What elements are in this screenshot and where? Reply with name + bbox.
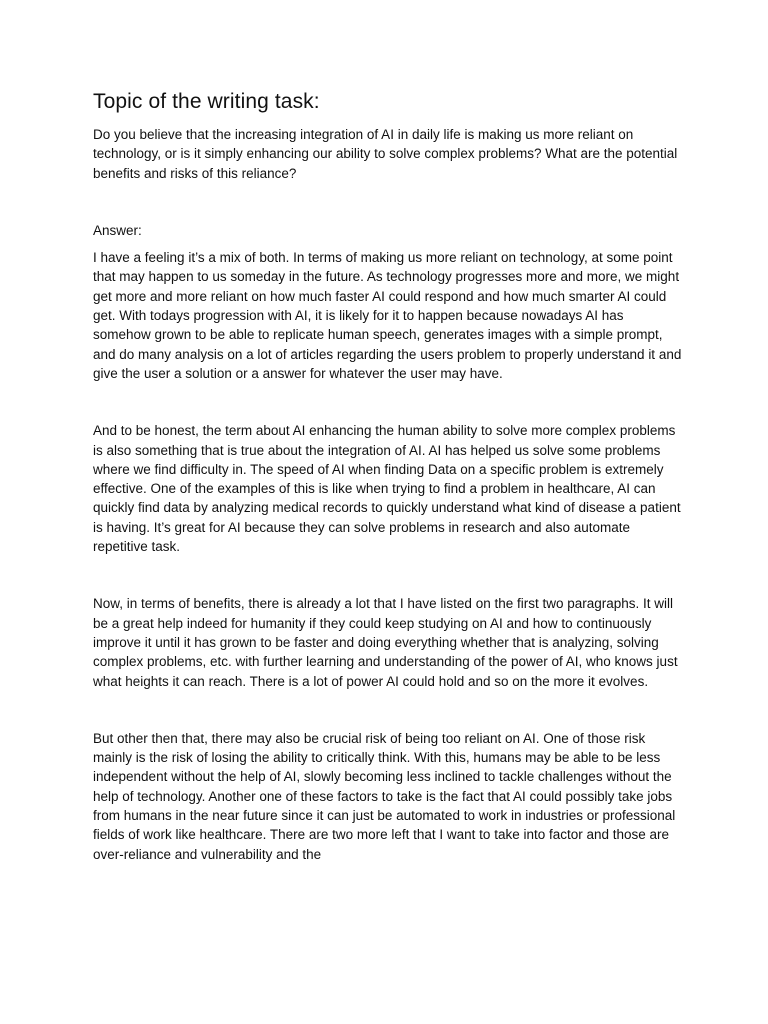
answer-paragraph-4: But other then that, there may also be crucial risk of being too reliant on AI. One of those risk mainly is the risk of losing the ability to critically think. With this, humans may be able to be less independent without the help of AI, slowly becoming less inclined to tackle challenges without the help of technology. Another one of these factors to take is the fact that AI could possibly take jobs from humans in the near future since it can just be automated to work in industries or professional fields of work like healthcare. There are two more left that I want to take into factor and those are over-reliance and vulnerability and the bbox=[93, 730, 676, 862]
document-title: Topic of the writing task: bbox=[93, 90, 320, 113]
answer-paragraph-3: Now, in terms of benefits, there is already a lot that I have listed on the first two paragraphs. It will be a great help indeed for humanity if they could keep studying on AI and how to continuously improve it until it has grown to be faster and doing everything whether that is analyzing, solving complex problems, etc. with further learning and understanding of the power of AI, who knows just what heights it can reach. There is a lot of power AI could hold and so on the more it evolves. bbox=[93, 596, 678, 689]
answer-paragraph-2: And to be honest, the term about AI enhancing the human ability to solve more complex problems is also something that is true about the integration of AI. AI has helped us solve some problems where we find difficulty in. The speed of AI when finding Data on a specific problem is extremely effective. One of the examples of this is like when trying to find a problem in healthcare, AI can quickly find data by analyzing medical records to quickly understand what kind of disease a patient is having. It’s great for AI because they can solve problems in research and also automate repetitive task. bbox=[93, 423, 681, 555]
question-paragraph: Do you believe that the increasing integration of AI in daily life is making us more reliant on technology, or is it simply enhancing our ability to solve complex problems? What are the potential benefits and risks of this reliance? bbox=[93, 127, 678, 181]
answer-paragraph-1: I have a feeling it’s a mix of both. In terms of making us more reliant on technology, at some point that may happen to us someday in the future. As technology progresses more and more, we might get more and more reliant on how much faster AI could respond and how much smarter AI could get. With todays progression with AI, it is likely for it to happen because nowadays AI has somehow grown to be able to replicate human speech, generates images with a simple prompt, and do many analysis on a lot of articles regarding the users problem to properly understand it and give the user a solution or a answer for whatever the user may have. bbox=[93, 250, 682, 381]
answer-label: Answer: bbox=[93, 222, 142, 238]
document-page bbox=[93, 88, 683, 864]
